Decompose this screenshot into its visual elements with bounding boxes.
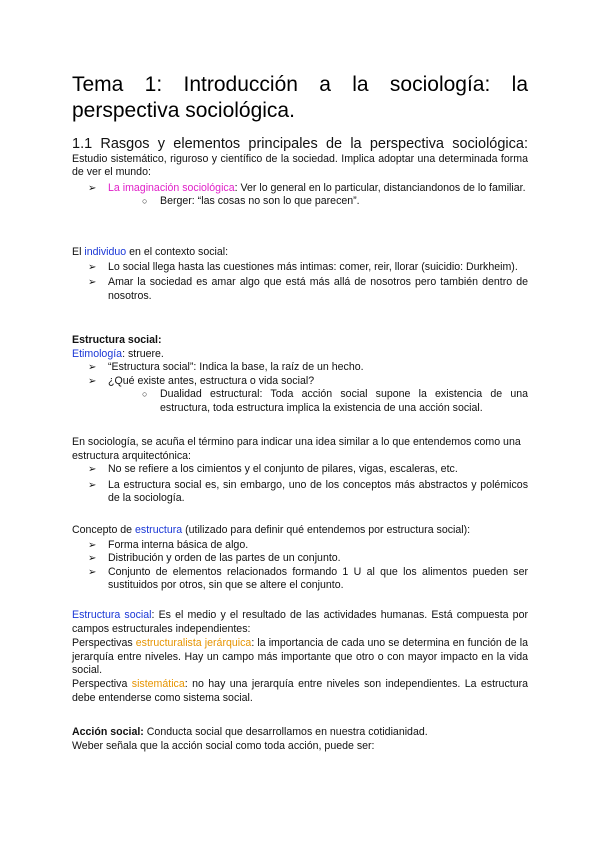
individuo-intro: El individuo en el contexto social: <box>72 246 229 258</box>
section-individuo <box>72 246 528 303</box>
individuo-list <box>72 261 528 304</box>
estructura-sublist <box>72 388 528 415</box>
title-line-2: perspectiva sociológica. <box>72 99 295 122</box>
highlight-estructura: estructura <box>135 524 183 536</box>
list-item: ➢ No se refiere a los cimientos y el conjunto de pilares, vigas, escaleras, etc. <box>72 463 528 477</box>
list-item: ➢ La imaginación sociológica: Ver lo general en lo particular, distanciandonos de lo familiar. <box>72 182 528 196</box>
list-item: ○ Berger: “las cosas no son lo que parecen”. <box>72 195 528 209</box>
section-rasgos-intro-text: Estudio sistemático, riguroso y científico de la sociedad. Implica adoptar una determinada forma de ver el mundo: <box>72 152 528 179</box>
highlight-imaginacion: La imaginación sociológica <box>108 181 235 194</box>
highlight-etimologia: Etimología <box>72 347 123 360</box>
etimologia-line: Etimología: struere. <box>72 347 164 360</box>
highlight-individuo: individuo <box>84 246 127 258</box>
perspectiva-jerarquica: Perspectivas estructuralista jerárquica: la importancia de cada uno se determina en función de la jerarquía entre niveles. Hay un campo más importante que otro o con mayor impacto en la vida social. <box>72 637 529 677</box>
section-rasgos <box>72 138 528 209</box>
list-item: ➢ Amar la sociedad es amar algo que está más allá de nosotros pero también dentro de nosotros. <box>72 276 528 303</box>
highlight-jerarquica: estructuralista jerárquica <box>135 637 252 650</box>
section-concepto-estructura <box>72 524 528 593</box>
section-heading-rasgos: 1.1 Rasgos y elementos principales de la perspectiva sociológica: <box>72 136 528 152</box>
list-item: ➢ Distribución y orden de las partes de un conjunto. <box>72 552 528 566</box>
section-arquitectonica <box>72 436 528 506</box>
rasgos-sublist <box>72 195 528 209</box>
document-title <box>72 72 528 124</box>
list-item: ➢ ¿Qué existe antes, estructura o vida social? <box>72 375 528 389</box>
perspectiva-sistematica: Perspectiva sistemática: no hay una jerarquía entre niveles son independientes. La estructura debe entenderse como sistema social. <box>72 677 529 704</box>
section-rasgos-intro <box>72 138 528 180</box>
list-item: ➢ Forma interna básica de algo. <box>72 539 528 553</box>
estructura-definicion: Estructura social: Es el medio y el resultado de las actividades humanas. Está compuesta por campos estructurales independientes: <box>72 609 528 635</box>
highlight-estructura-social: Estructura social <box>72 609 152 621</box>
concepto-intro: Concepto de estructura (utilizado para definir qué entendemos por estructura social): <box>72 524 471 536</box>
section-heading-estructura: Estructura social: <box>72 334 162 346</box>
title-line-1: Tema 1: Introducción a la sociología: la <box>72 73 528 96</box>
accion-social-line: Acción social: Conducta social que desarrollamos en nuestra cotidianidad. <box>72 726 428 738</box>
rasgos-list <box>72 182 528 196</box>
section-accion-social <box>72 726 528 753</box>
arquitectonica-intro: En sociología, se acuña el término para indicar una idea similar a lo que entendemos como una estructura arquitectónica: <box>72 436 521 462</box>
list-item: ➢ “Estructura social”: Indica la base, la raíz de un hecho. <box>72 361 528 375</box>
list-item: ➢ La estructura social es, sin embargo, uno de los conceptos más abstractos y polémicos de la sociología. <box>72 479 528 506</box>
highlight-sistematica: sistemática <box>131 677 185 690</box>
weber-line: Weber señala que la acción social como toda acción, puede ser: <box>72 739 375 752</box>
section-estructura-definicion <box>72 609 528 705</box>
section-heading-accion: Acción social: <box>72 726 144 738</box>
list-item: ➢ Conjunto de elementos relacionados formando 1 U al que los alimentos pueden ser sustituidos por otros, sin que se altere el conjunto. <box>72 566 528 593</box>
section-estructura-social <box>72 334 528 416</box>
arquitectonica-list <box>72 463 528 506</box>
list-item: ○ Dualidad estructural: Toda acción social supone la existencia de una estructura, toda estructura implica la existencia de una acción social. <box>72 388 528 415</box>
concepto-list <box>72 539 528 593</box>
estructura-list <box>72 361 528 388</box>
list-item: ➢ Lo social llega hasta las cuestiones más intimas: comer, reir, llorar (suicidio: Durkheim). <box>72 261 528 275</box>
